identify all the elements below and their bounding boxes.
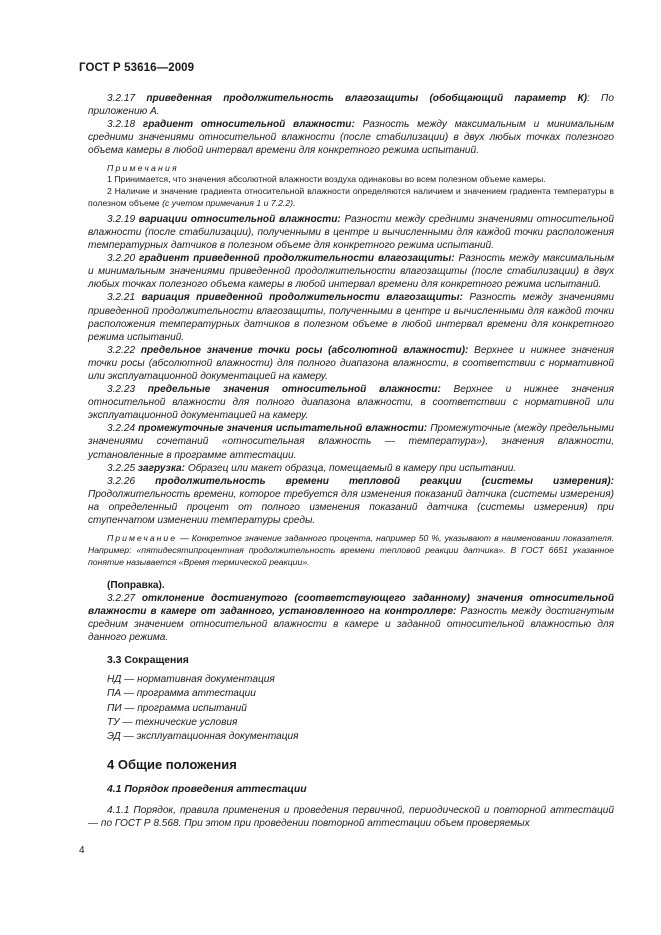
paragraph-3-2-26: 3.2.26 продолжительность времени тепловой реакции (системы измерения): Продолжительность времени, которое требуется для изменения показаний датчика (системы измерения) на определенный процент от полного изменения показаний датчика (системы измерения) при ступенчатом изменении температуры среды.: [88, 475, 615, 527]
page-number: 4: [79, 845, 85, 856]
note-3-2-26: Примечание — Конкретное значение заданного процента, например 50 %, указывают в наименовании показателя. Например: «пятидесятипроцентная продолжительность времени тепловой реакции датчика». В ГОСТ 6651 указанное понятие называется «Время термической реакции».: [88, 533, 614, 567]
list-item: ЭД — эксплуатационная документация: [107, 731, 299, 743]
abbreviations-list: [88, 673, 614, 744]
section-4-1-title: 4.1 Порядок проведения аттестации: [107, 783, 307, 795]
paragraph-3-2-21: 3.2.21 вариация приведенной продолжительности влагозащиты: Разность между значениями приведенной продолжительности влагозащиты, полученными в центре и вычисленными для каждой точки расположения температурных датчиков в полезном объеме в любой интервал времени для конкретного режима испытаний.: [88, 292, 614, 343]
paragraph-3-2-27: 3.2.27 отклонение достигнутого (соответствующего заданному) значения относительной влажности в камере от заданного, установленного на контроллере: Разность между достигнутым средним значением относительной влажности в камере и заданной относительной влажностью для данного режима.: [88, 592, 614, 643]
list-item: ПА — программа аттестации: [107, 688, 256, 700]
term: предельные значения относительной влажности:: [147, 384, 441, 396]
section-3-3-title: 3.3 Сокращения: [107, 654, 189, 666]
amendment-label: (Поправка).: [107, 579, 165, 591]
paragraph-3-2-24: 3.2.24 промежуточные значения испытательной влажности: Промежуточные (между предельными значениями сочетаний «относительная влажность — температура»), значения влажности, установленные в программе аттестации.: [88, 423, 614, 461]
list-item: ПИ — программа испытаний: [107, 702, 247, 714]
term: предельное значение точки росы (абсолютной влажности):: [140, 344, 469, 356]
term: вариация приведенной продолжительности влагозащиты:: [141, 292, 463, 304]
note-1: 1 Принимается, что значения абсолютной влажности воздуха одинаковы во всем полезном объеме камеры.: [107, 174, 546, 185]
term: градиент относительной влажности:: [142, 119, 355, 131]
paragraph-3-2-19: 3.2.19 вариации относительной влажности: Разности между средними значениями относительной влажности (после стабилизации), полученными в центре и вычисленными для каждой точки расположения температурных датчиков в полезном объеме для конкретного режима испытаний.: [88, 213, 614, 252]
list-item: НД — нормативная документация: [107, 674, 275, 686]
term: промежуточные значения испытательной влажности:: [138, 423, 428, 435]
term: градиент приведенной продолжительности влагозащиты:: [138, 253, 455, 265]
paragraph-4-1-1: 4.1.1 Порядок, правила применения и проведения первичной, периодической и повторной аттестаций — по ГОСТ Р 8.568. При этом при проведении повторной аттестации объем проверяемых: [88, 804, 614, 829]
term: отклонение достигнутого (соответствующего заданному) значения относительной влажности в камере от заданного, установленного на контроллере:: [88, 592, 614, 617]
paragraph-3-2-17: 3.2.17 приведенная продолжительность влагозащиты (обобщающий параметр К): По приложению А.: [88, 93, 614, 118]
paragraph-3-2-22: 3.2.22 предельное значение точки росы (абсолютной влажности): Верхнее и нижнее значения точки росы (абсолютной влажности) для полного диапазона влажности, в соответствии с нормативной или эксплуатационной документацией на камеру.: [88, 344, 615, 382]
term: продолжительность времени тепловой реакции (системы измерения):: [155, 475, 615, 487]
note-2: 2 Наличие и значение градиента относительной влажности определяются наличием и значением градиента температуры в полезном объеме (с учетом примечания 1 и 7.2.2).: [88, 186, 614, 209]
term: загрузка:: [137, 462, 186, 474]
list-item: ТУ — технические условия: [107, 716, 238, 728]
term: вариации относительной влажности:: [138, 213, 341, 225]
paragraph-3-2-25: 3.2.25 загрузка: Образец или макет образца, помещаемый в камеру при испытании.: [107, 462, 517, 474]
page-body: [88, 92, 614, 830]
notes-title: Примечания: [107, 163, 179, 174]
page-header: ГОСТ Р 53616—2009: [79, 62, 195, 74]
paragraph-3-2-18: 3.2.18 градиент относительной влажности: Разность между максимальным и минимальным средними значениями относительной влажности (после стабилизации) в двух любых точках полезного объема камеры в любой интервал времени для конкретного режима испытаний.: [88, 119, 614, 157]
paragraph-3-2-23: 3.2.23 предельные значения относительной влажности: Верхнее и нижнее значения относительной влажности для полного диапазона влажности, в соответствии с нормативной или эксплуатационной документацией на камеру.: [88, 384, 614, 422]
term: приведенная продолжительность влагозащиты (обобщающий параметр К): [146, 93, 588, 104]
section-4-title: 4 Общие положения: [107, 756, 237, 772]
paragraph-3-2-20: 3.2.20 градиент приведенной продолжительности влагозащиты: Разность между максимальным и минимальным значениями приведенной продолжительности влагозащиты (после стабилизации) в двух любых точках полезного объема камеры в любой интервал времени для конкретного режима испытаний.: [88, 253, 615, 291]
